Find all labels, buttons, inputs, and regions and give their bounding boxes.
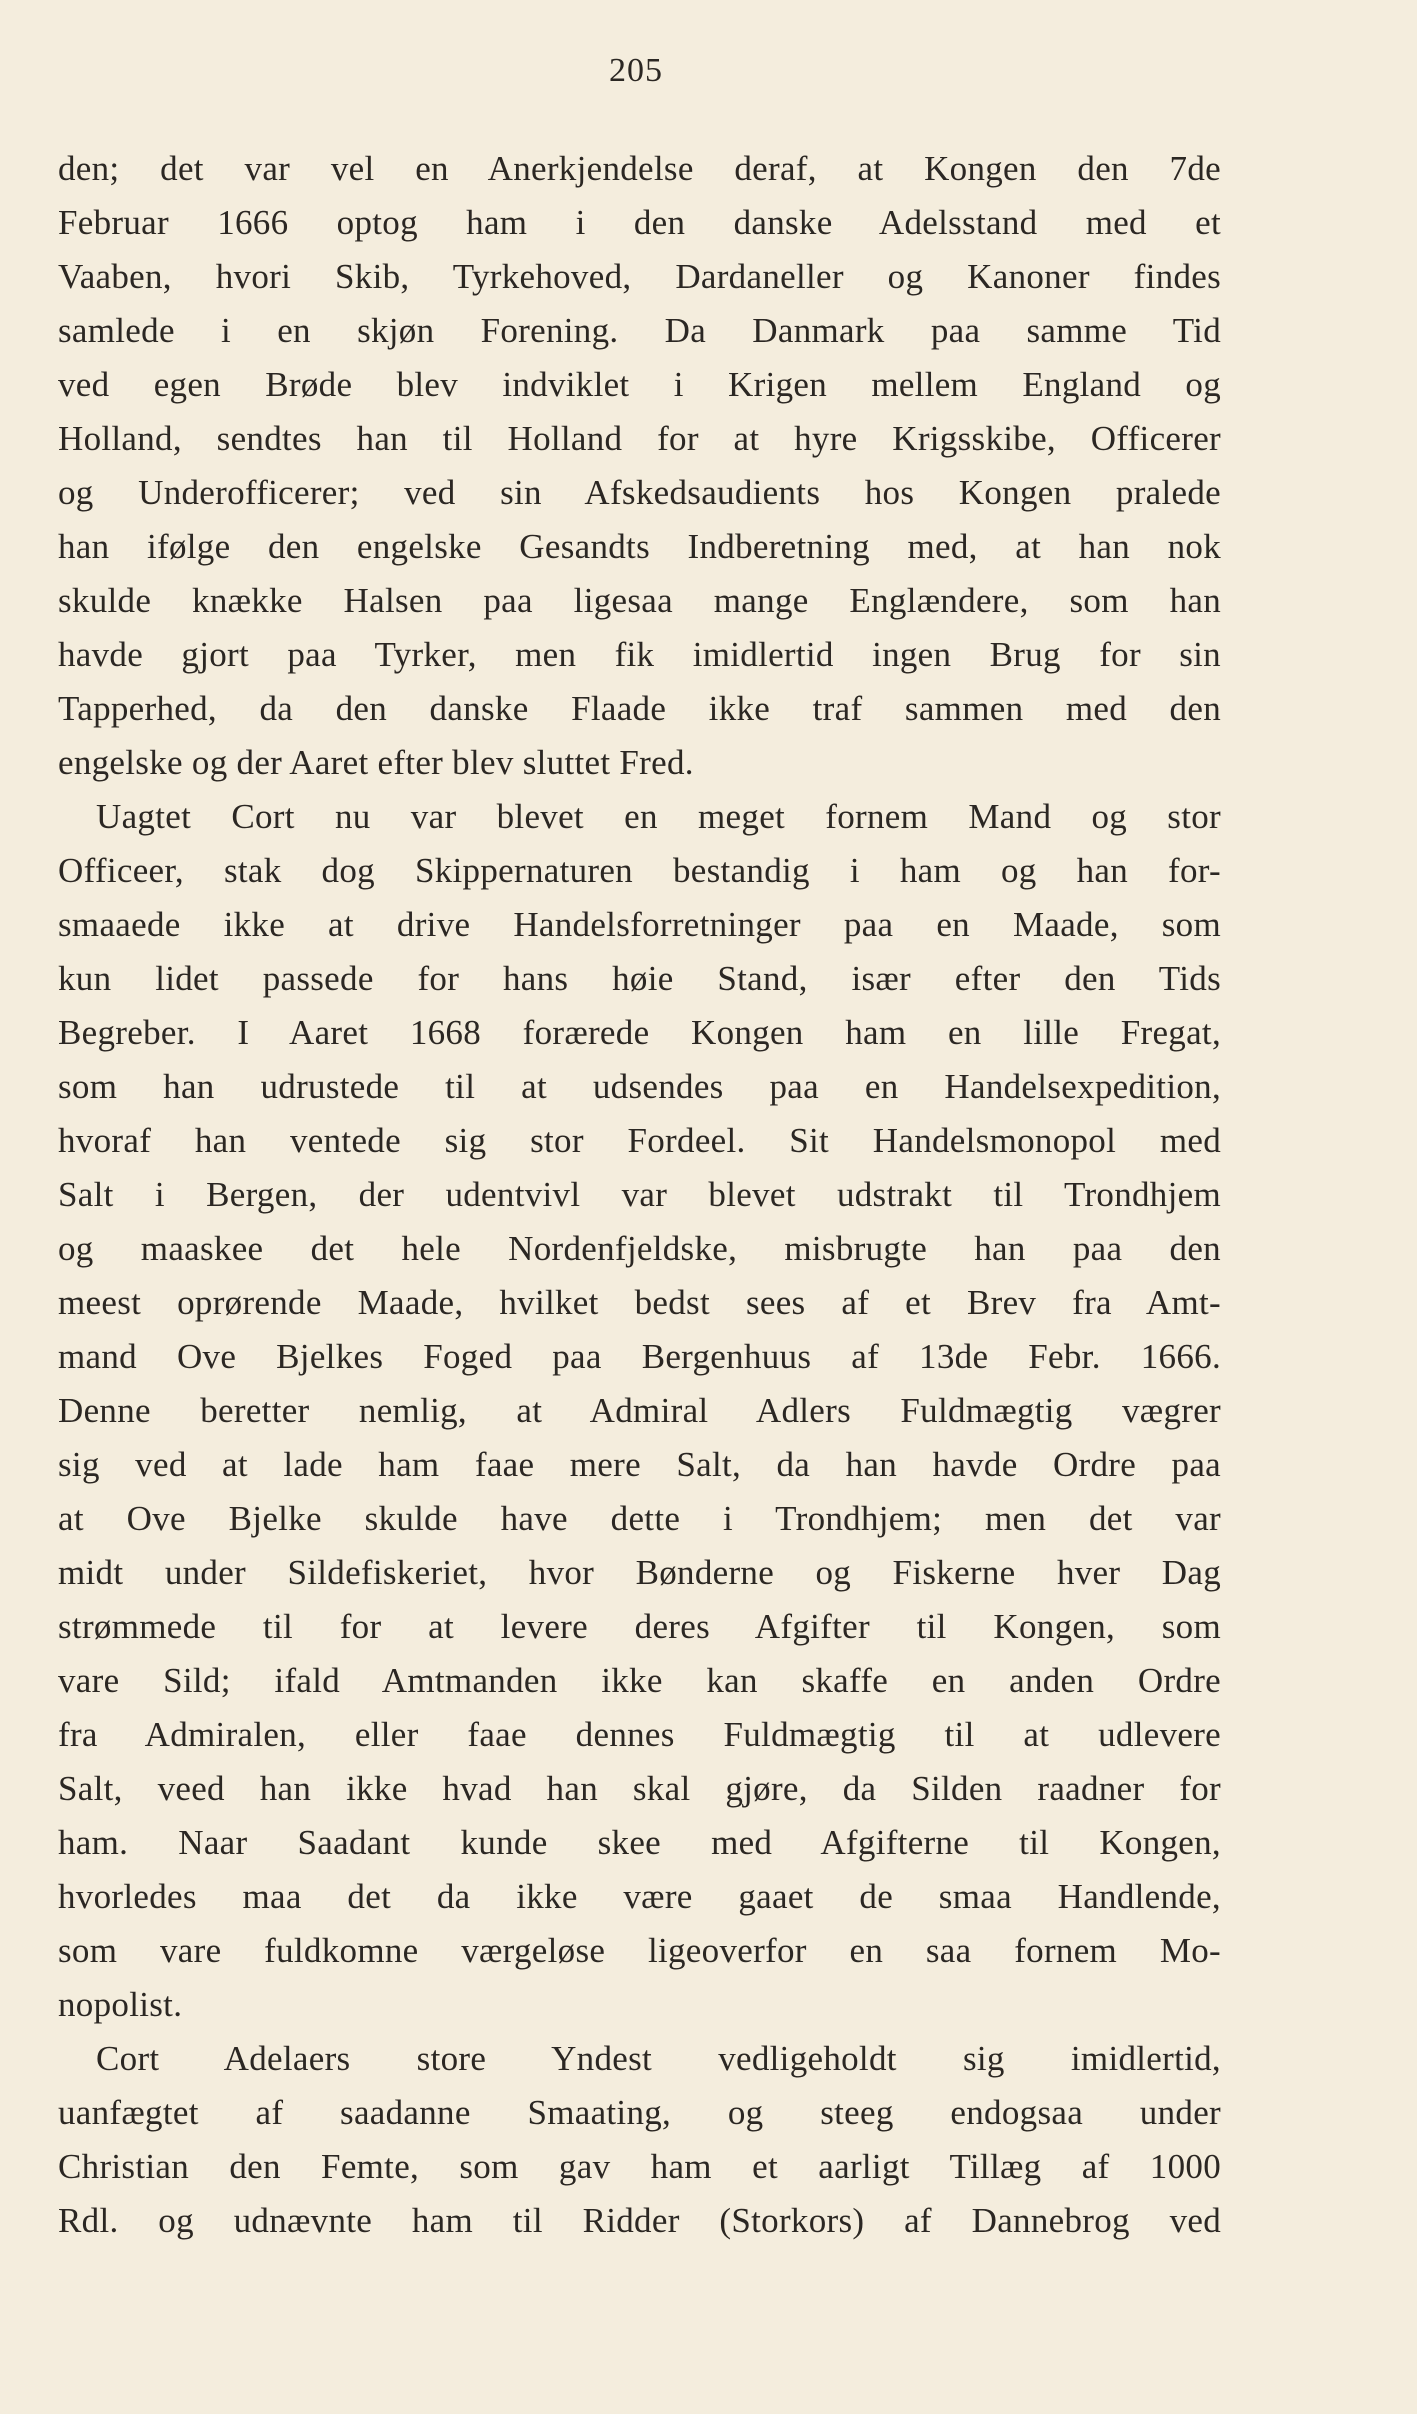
text-line: Holland, sendtes han til Holland for at hyre Krigsskibe, Officerer (58, 419, 1221, 458)
page-number: 205 (609, 52, 663, 89)
text-line: havde gjort paa Tyrker, men fik imidlertid ingen Brug for sin (58, 635, 1221, 674)
text-line: nopolist. (58, 1985, 183, 2024)
text-line: Rdl. og udnævnte ham til Ridder (Storkors) af Dannebrog ved (58, 2201, 1221, 2240)
text-line: mand Ove Bjelkes Foged paa Bergenhuus af 13de Febr. 1666. (58, 1337, 1221, 1376)
text-line: Salt, veed han ikke hvad han skal gjøre, da Silden raadner for (58, 1769, 1221, 1808)
text-line: og Underofficerer; ved sin Afskedsaudients hos Kongen pralede (58, 473, 1221, 512)
text-line: han ifølge den engelske Gesandts Indberetning med, at han nok (58, 527, 1221, 566)
text-line: at Ove Bjelke skulde have dette i Trondhjem; men det var (58, 1499, 1221, 1538)
text-line: som vare fuldkomne værgeløse ligeoverfor en saa fornem Mo- (58, 1931, 1221, 1970)
text-line: meest oprørende Maade, hvilket bedst sees af et Brev fra Amt- (58, 1283, 1221, 1322)
text-line: samlede i en skjøn Forening. Da Danmark paa samme Tid (58, 311, 1221, 350)
text-line: fra Admiralen, eller faae dennes Fuldmægtig til at udlevere (58, 1715, 1221, 1754)
text-line: Februar 1666 optog ham i den danske Adelsstand med et (58, 203, 1221, 242)
text-line: Denne beretter nemlig, at Admiral Adlers Fuldmægtig vægrer (58, 1391, 1221, 1430)
text-line: smaaede ikke at drive Handelsforretninger paa en Maade, som (58, 905, 1221, 944)
text-line: Christian den Femte, som gav ham et aarligt Tillæg af 1000 (58, 2147, 1221, 2186)
paragraph (58, 790, 1221, 2032)
text-line: ved egen Brøde blev indviklet i Krigen mellem England og (58, 365, 1221, 404)
text-line: den; det var vel en Anerkjendelse deraf, at Kongen den 7de (58, 149, 1221, 188)
text-line: uanfægtet af saadanne Smaating, og steeg endogsaa under (58, 2093, 1221, 2132)
paragraph (58, 142, 1221, 790)
text-line: Salt i Bergen, der udentvivl var blevet udstrakt til Trondhjem (58, 1175, 1221, 1214)
text-line: og maaskee det hele Nordenfjeldske, misbrugte han paa den (58, 1229, 1221, 1268)
text-line: Officeer, stak dog Skippernaturen bestandig i ham og han for- (58, 851, 1221, 890)
text-line: engelske og der Aaret efter blev sluttet Fred. (58, 743, 694, 782)
text-line: strømmede til for at levere deres Afgifter til Kongen, som (58, 1607, 1221, 1646)
text-line: sig ved at lade ham faae mere Salt, da han havde Ordre paa (58, 1445, 1221, 1484)
body-text (58, 142, 1221, 2248)
text-line: Uagtet Cort nu var blevet en meget fornem Mand og stor (96, 797, 1221, 836)
text-line: Tapperhed, da den danske Flaade ikke traf sammen med den (58, 689, 1221, 728)
text-line: ham. Naar Saadant kunde skee med Afgifterne til Kongen, (58, 1823, 1221, 1862)
text-line: Begreber. I Aaret 1668 forærede Kongen ham en lille Fregat, (58, 1013, 1221, 1052)
text-line: vare Sild; ifald Amtmanden ikke kan skaffe en anden Ordre (58, 1661, 1221, 1700)
paragraph (58, 2032, 1221, 2248)
text-line: Cort Adelaers store Yndest vedligeholdt sig imidlertid, (96, 2039, 1221, 2078)
text-line: hvorledes maa det da ikke være gaaet de smaa Handlende, (58, 1877, 1221, 1916)
text-line: Vaaben, hvori Skib, Tyrkehoved, Dardaneller og Kanoner findes (58, 257, 1221, 296)
text-line: som han udrustede til at udsendes paa en Handelsexpedition, (58, 1067, 1221, 1106)
text-line: skulde knække Halsen paa ligesaa mange Englændere, som han (58, 581, 1221, 620)
text-line: midt under Sildefiskeriet, hvor Bønderne og Fiskerne hver Dag (58, 1553, 1221, 1592)
text-line: kun lidet passede for hans høie Stand, især efter den Tids (58, 959, 1221, 998)
text-line: hvoraf han ventede sig stor Fordeel. Sit Handelsmonopol med (58, 1121, 1221, 1160)
